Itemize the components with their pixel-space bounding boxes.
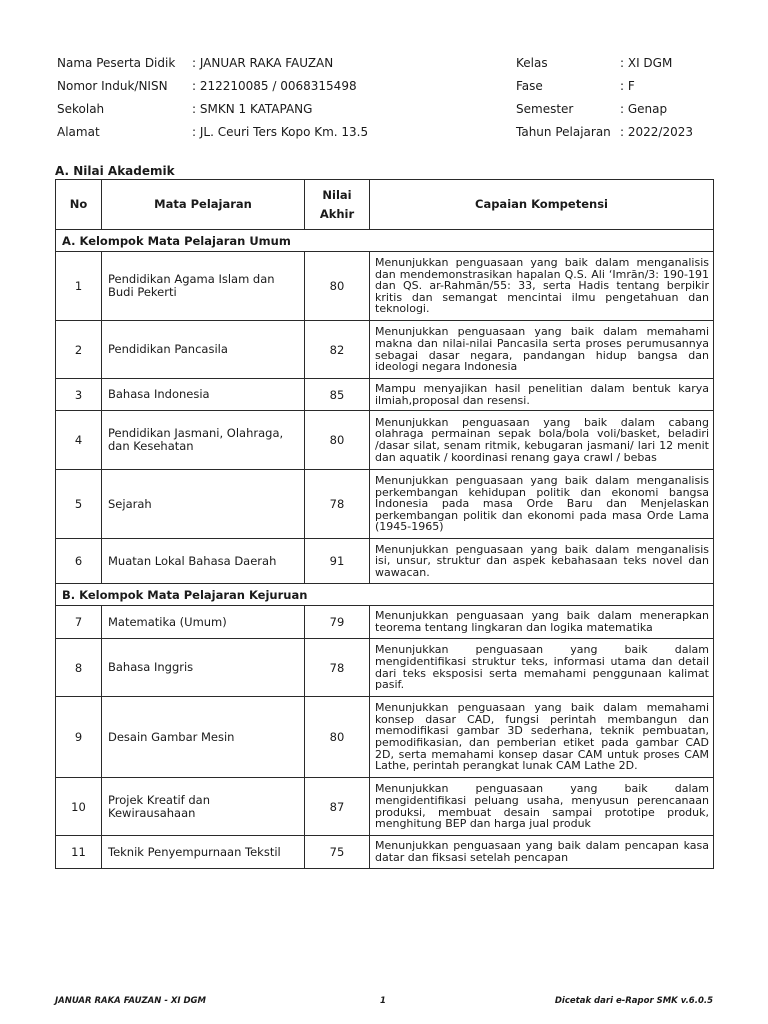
row-score: 78	[305, 470, 370, 539]
row-score: 80	[305, 697, 370, 778]
group-row	[56, 230, 714, 252]
info-value: : Genap	[620, 102, 668, 116]
header-competency: Capaian Kompetensi	[370, 180, 714, 230]
table-row	[56, 321, 714, 379]
row-subject: Muatan Lokal Bahasa Daerah	[102, 539, 305, 584]
row-no: 8	[56, 639, 102, 697]
info-label: Kelas	[516, 56, 548, 70]
row-competency: Menunjukkan penguasaan yang baik dalam mengidentifikasi struktur teks, informasi utama dan detail dari teks eksposisi serta memahami penggunaan kalimat pasif.	[370, 639, 714, 697]
info-value: : XI DGM	[620, 56, 673, 70]
row-score: 87	[305, 778, 370, 836]
footer-page-number: 1	[380, 996, 386, 1006]
row-no: 7	[56, 606, 102, 639]
row-no: 2	[56, 321, 102, 379]
table-header-row	[56, 180, 714, 230]
header-score-line2: Akhir	[319, 206, 355, 221]
row-no: 3	[56, 379, 102, 411]
info-value: : 212210085 / 0068315498	[192, 79, 357, 93]
row-competency: Menunjukkan penguasaan yang baik dalam memahami konsep dasar CAD, fungsi perintah membangun dan memodifikasi gambar 3D sederhana, teknik pembuatan, pemodifikasian, dan pemberian etiket pada gambar CAD 2D, serta memahami konsep dasar CAM untuk proses CAM Lathe, perintah perangkat lunak CAM Lathe 2D.	[370, 697, 714, 778]
info-label: Sekolah	[57, 102, 105, 116]
row-subject: Bahasa Indonesia	[102, 379, 305, 411]
row-subject: Pendidikan Agama Islam dan Budi Pekerti	[102, 252, 305, 321]
header-no: No	[56, 180, 102, 230]
row-score: 80	[305, 252, 370, 321]
info-value: : 2022/2023	[620, 125, 693, 139]
row-subject: Sejarah	[102, 470, 305, 539]
row-subject: Bahasa Inggris	[102, 639, 305, 697]
table-row	[56, 470, 714, 539]
row-subject: Desain Gambar Mesin	[102, 697, 305, 778]
header-score-line1: Nilai	[322, 187, 352, 202]
row-competency: Menunjukkan penguasaan yang baik dalam menerapkan teorema tentang lingkaran dan logika matematika	[370, 606, 714, 639]
row-subject: Projek Kreatif dan Kewirausahaan	[102, 778, 305, 836]
row-competency: Menunjukkan penguasaan yang baik dalam memahami makna dan nilai-nilai Pancasila serta proses perumusannya sebagai dasar negara, pandangan hidup bangsa dan ideologi negara Indonesia	[370, 321, 714, 379]
row-no: 6	[56, 539, 102, 584]
row-score: 75	[305, 836, 370, 869]
table-row	[56, 778, 714, 836]
row-no: 10	[56, 778, 102, 836]
info-label: Tahun Pelajaran	[516, 125, 611, 139]
table-row	[56, 606, 714, 639]
info-label: Nomor Induk/NISN	[57, 79, 168, 93]
row-no: 4	[56, 411, 102, 470]
info-value: : JL. Ceuri Ters Kopo Km. 13.5	[192, 125, 369, 139]
table-row	[56, 411, 714, 470]
table-row	[56, 379, 714, 411]
row-competency: Menunjukkan penguasaan yang baik dalam menganalisis perkembangan kehidupan politik dan ekonomi bangsa Indonesia pada masa Orde Baru dan Menjelaskan perkembangan politik dan ekonomi pada masa Orde Lama (1945-1965)	[370, 470, 714, 539]
row-no: 11	[56, 836, 102, 869]
row-competency: Mampu menyajikan hasil penelitian dalam bentuk karya ilmiah,proposal dan resensi.	[370, 379, 714, 411]
info-row	[0, 55, 768, 78]
info-row	[0, 101, 768, 124]
info-row	[0, 124, 768, 147]
header-subject: Mata Pelajaran	[102, 180, 305, 230]
row-competency: Menunjukkan penguasaan yang baik dalam mengidentifikasi peluang usaha, menyusun perencanaan produksi, membuat desain sampai prototipe produk, menghitung BEP dan harga jual produk	[370, 778, 714, 836]
info-value: : F	[620, 79, 635, 93]
section-title: A. Nilai Akademik	[55, 164, 175, 178]
footer-printed-by: Dicetak dari e-Rapor SMK v.6.0.5	[554, 996, 713, 1006]
table-row	[56, 836, 714, 869]
row-no: 9	[56, 697, 102, 778]
info-row	[0, 78, 768, 101]
info-value: : JANUAR RAKA FAUZAN	[192, 56, 334, 70]
info-label: Nama Peserta Didik	[57, 56, 176, 70]
header-score	[305, 180, 370, 230]
row-subject: Teknik Penyempurnaan Tekstil	[102, 836, 305, 869]
row-competency: Menunjukkan penguasaan yang baik dalam menganalisis dan mendemonstrasikan hapalan Q.S. Ali ‘Imrān/3: 190-191 dan QS. ar-Rahmān/55: 33, serta Hadis tentang berpikir kritis dan semangat mencintai ilmu pengetahuan dan teknologi.	[370, 252, 714, 321]
row-competency: Menunjukkan penguasaan yang baik dalam pencapan kasa datar dan fiksasi setelah pencapan	[370, 836, 714, 869]
table-row	[56, 252, 714, 321]
table-row	[56, 639, 714, 697]
grades-table	[55, 179, 714, 869]
row-subject: Pendidikan Pancasila	[102, 321, 305, 379]
info-label: Semester	[516, 102, 574, 116]
row-subject: Matematika (Umum)	[102, 606, 305, 639]
footer-student: JANUAR RAKA FAUZAN - XI DGM	[55, 996, 206, 1006]
row-score: 79	[305, 606, 370, 639]
row-score: 78	[305, 639, 370, 697]
group-row	[56, 584, 714, 606]
table-row	[56, 539, 714, 584]
row-score: 91	[305, 539, 370, 584]
row-competency: Menunjukkan penguasaan yang baik dalam cabang olahraga permainan sepak bola/bola voli/basket, beladiri /dasar silat, senam ritmik, kebugaran jasmani/ lari 12 menit dan aquatik / koordinasi renang gaya crawl / bebas	[370, 411, 714, 470]
info-label: Fase	[516, 79, 543, 93]
row-score: 80	[305, 411, 370, 470]
info-label: Alamat	[57, 125, 100, 139]
row-competency: Menunjukkan penguasaan yang baik dalam menganalisis isi, unsur, struktur dan aspek kebahasaan teks novel dan wawacan.	[370, 539, 714, 584]
student-info	[0, 55, 768, 147]
info-value: : SMKN 1 KATAPANG	[192, 102, 313, 116]
table-row	[56, 697, 714, 778]
row-no: 5	[56, 470, 102, 539]
group-title: B. Kelompok Mata Pelajaran Kejuruan	[56, 584, 714, 606]
row-subject: Pendidikan Jasmani, Olahraga, dan Kesehatan	[102, 411, 305, 470]
group-title: A. Kelompok Mata Pelajaran Umum	[56, 230, 714, 252]
row-no: 1	[56, 252, 102, 321]
row-score: 85	[305, 379, 370, 411]
row-score: 82	[305, 321, 370, 379]
